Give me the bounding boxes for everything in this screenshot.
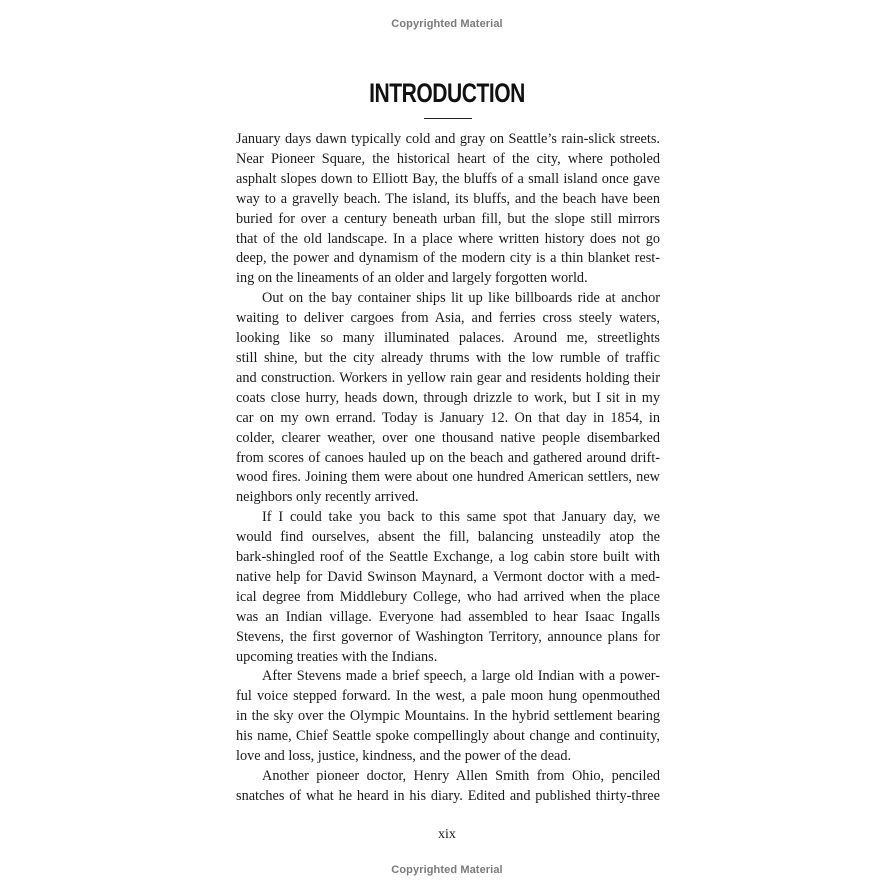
text-line: January days dawn typically cold and gray on Seattle’s rain-slick streets. bbox=[236, 131, 660, 147]
text-line: deep, the power and dynamism of the modern city is a thin blanket rest- bbox=[236, 250, 660, 267]
paragraph bbox=[236, 130, 660, 289]
text-line: love and loss, justice, kindness, and the power of the dead. bbox=[236, 748, 572, 765]
text-line: native help for David Swinson Maynard, a Vermont doctor with a med- bbox=[236, 568, 660, 585]
text-line: his name, Chief Seattle spoke compellingly about change and continuity, bbox=[236, 728, 660, 745]
text-line: asphalt slopes down to Elliott Bay, the bluffs of a small island once gave bbox=[236, 170, 660, 187]
text-line: ful voice stepped forward. In the west, a pale moon hung openmouthed bbox=[236, 688, 660, 705]
text-line: neighbors only recently arrived. bbox=[236, 489, 419, 506]
copyright-watermark-top: Copyrighted Material bbox=[391, 18, 503, 30]
paragraph bbox=[236, 289, 660, 508]
text-line: waiting to deliver cargoes from Asia, and ferries cross steely waters, bbox=[236, 310, 660, 327]
text-line: from scores of canoes hauled up on the beach and gathered around drift- bbox=[236, 449, 660, 466]
chapter-title: INTRODUCTION bbox=[369, 78, 525, 108]
text-line: bark-shingled roof of the Seattle Exchange, a log cabin store built with bbox=[236, 549, 660, 566]
text-line: colder, clearer weather, over one thousand native people disembarked bbox=[236, 429, 660, 446]
text-line: way to a gravelly beach. The island, its bluffs, and the beach have been bbox=[236, 190, 660, 207]
text-line: Stevens, the first governor of Washington Territory, announce plans for bbox=[236, 628, 660, 645]
text-line: buried for over a century beneath urban fill, but the slope still mirrors bbox=[236, 210, 660, 227]
title-underline-rule bbox=[424, 118, 472, 119]
paragraph bbox=[236, 767, 660, 807]
text-line: If I could take you back to this same spot that January day, we bbox=[262, 509, 660, 526]
text-line: Out on the bay container ships lit up like billboards ride at anchor bbox=[262, 290, 660, 307]
text-line: After Stevens made a brief speech, a large old Indian with a power- bbox=[262, 668, 660, 685]
text-line: Another pioneer doctor, Henry Allen Smith from Ohio, penciled bbox=[262, 768, 660, 784]
text-line: still shine, but the city already thrums with the low rumble of traffic bbox=[236, 349, 660, 366]
text-line: would find ourselves, absent the fill, balancing unsteadily atop the bbox=[236, 529, 660, 546]
text-line: ing on the lineaments of an older and largely forgotten world. bbox=[236, 270, 588, 287]
paragraph bbox=[236, 508, 660, 667]
copyright-watermark-bottom: Copyrighted Material bbox=[391, 864, 503, 876]
text-line: wood fires. Joining them were about one hundred American settlers, new bbox=[236, 469, 660, 486]
text-line: Near Pioneer Square, the historical heart of the city, where potholed bbox=[236, 150, 660, 167]
text-line: upcoming treaties with the Indians. bbox=[236, 648, 438, 665]
text-line: and construction. Workers in yellow rain gear and residents holding their bbox=[236, 369, 660, 386]
text-line: looking like so many illuminated palaces. Around me, streetlights bbox=[236, 330, 660, 347]
text-line: ical degree from Middlebury College, who had arrived when the place bbox=[236, 588, 660, 605]
text-line: car on my own errand. Today is January 12. On that day in 1854, in bbox=[236, 409, 660, 426]
text-line: in the sky over the Olympic Mountains. In the hybrid settlement bearing bbox=[236, 708, 660, 725]
body-text bbox=[236, 130, 660, 807]
text-line: was an Indian village. Everyone had assembled to hear Isaac Ingalls bbox=[236, 608, 660, 625]
text-line: snatches of what he heard in his diary. Edited and published thirty-three bbox=[236, 787, 660, 804]
paragraph bbox=[236, 667, 660, 767]
text-line: coats close hurry, heads down, through drizzle to work, but I sit in my bbox=[236, 389, 660, 406]
page-number: xix bbox=[438, 827, 456, 842]
text-line: that of the old landscape. In a place where written history does not go bbox=[236, 230, 660, 247]
